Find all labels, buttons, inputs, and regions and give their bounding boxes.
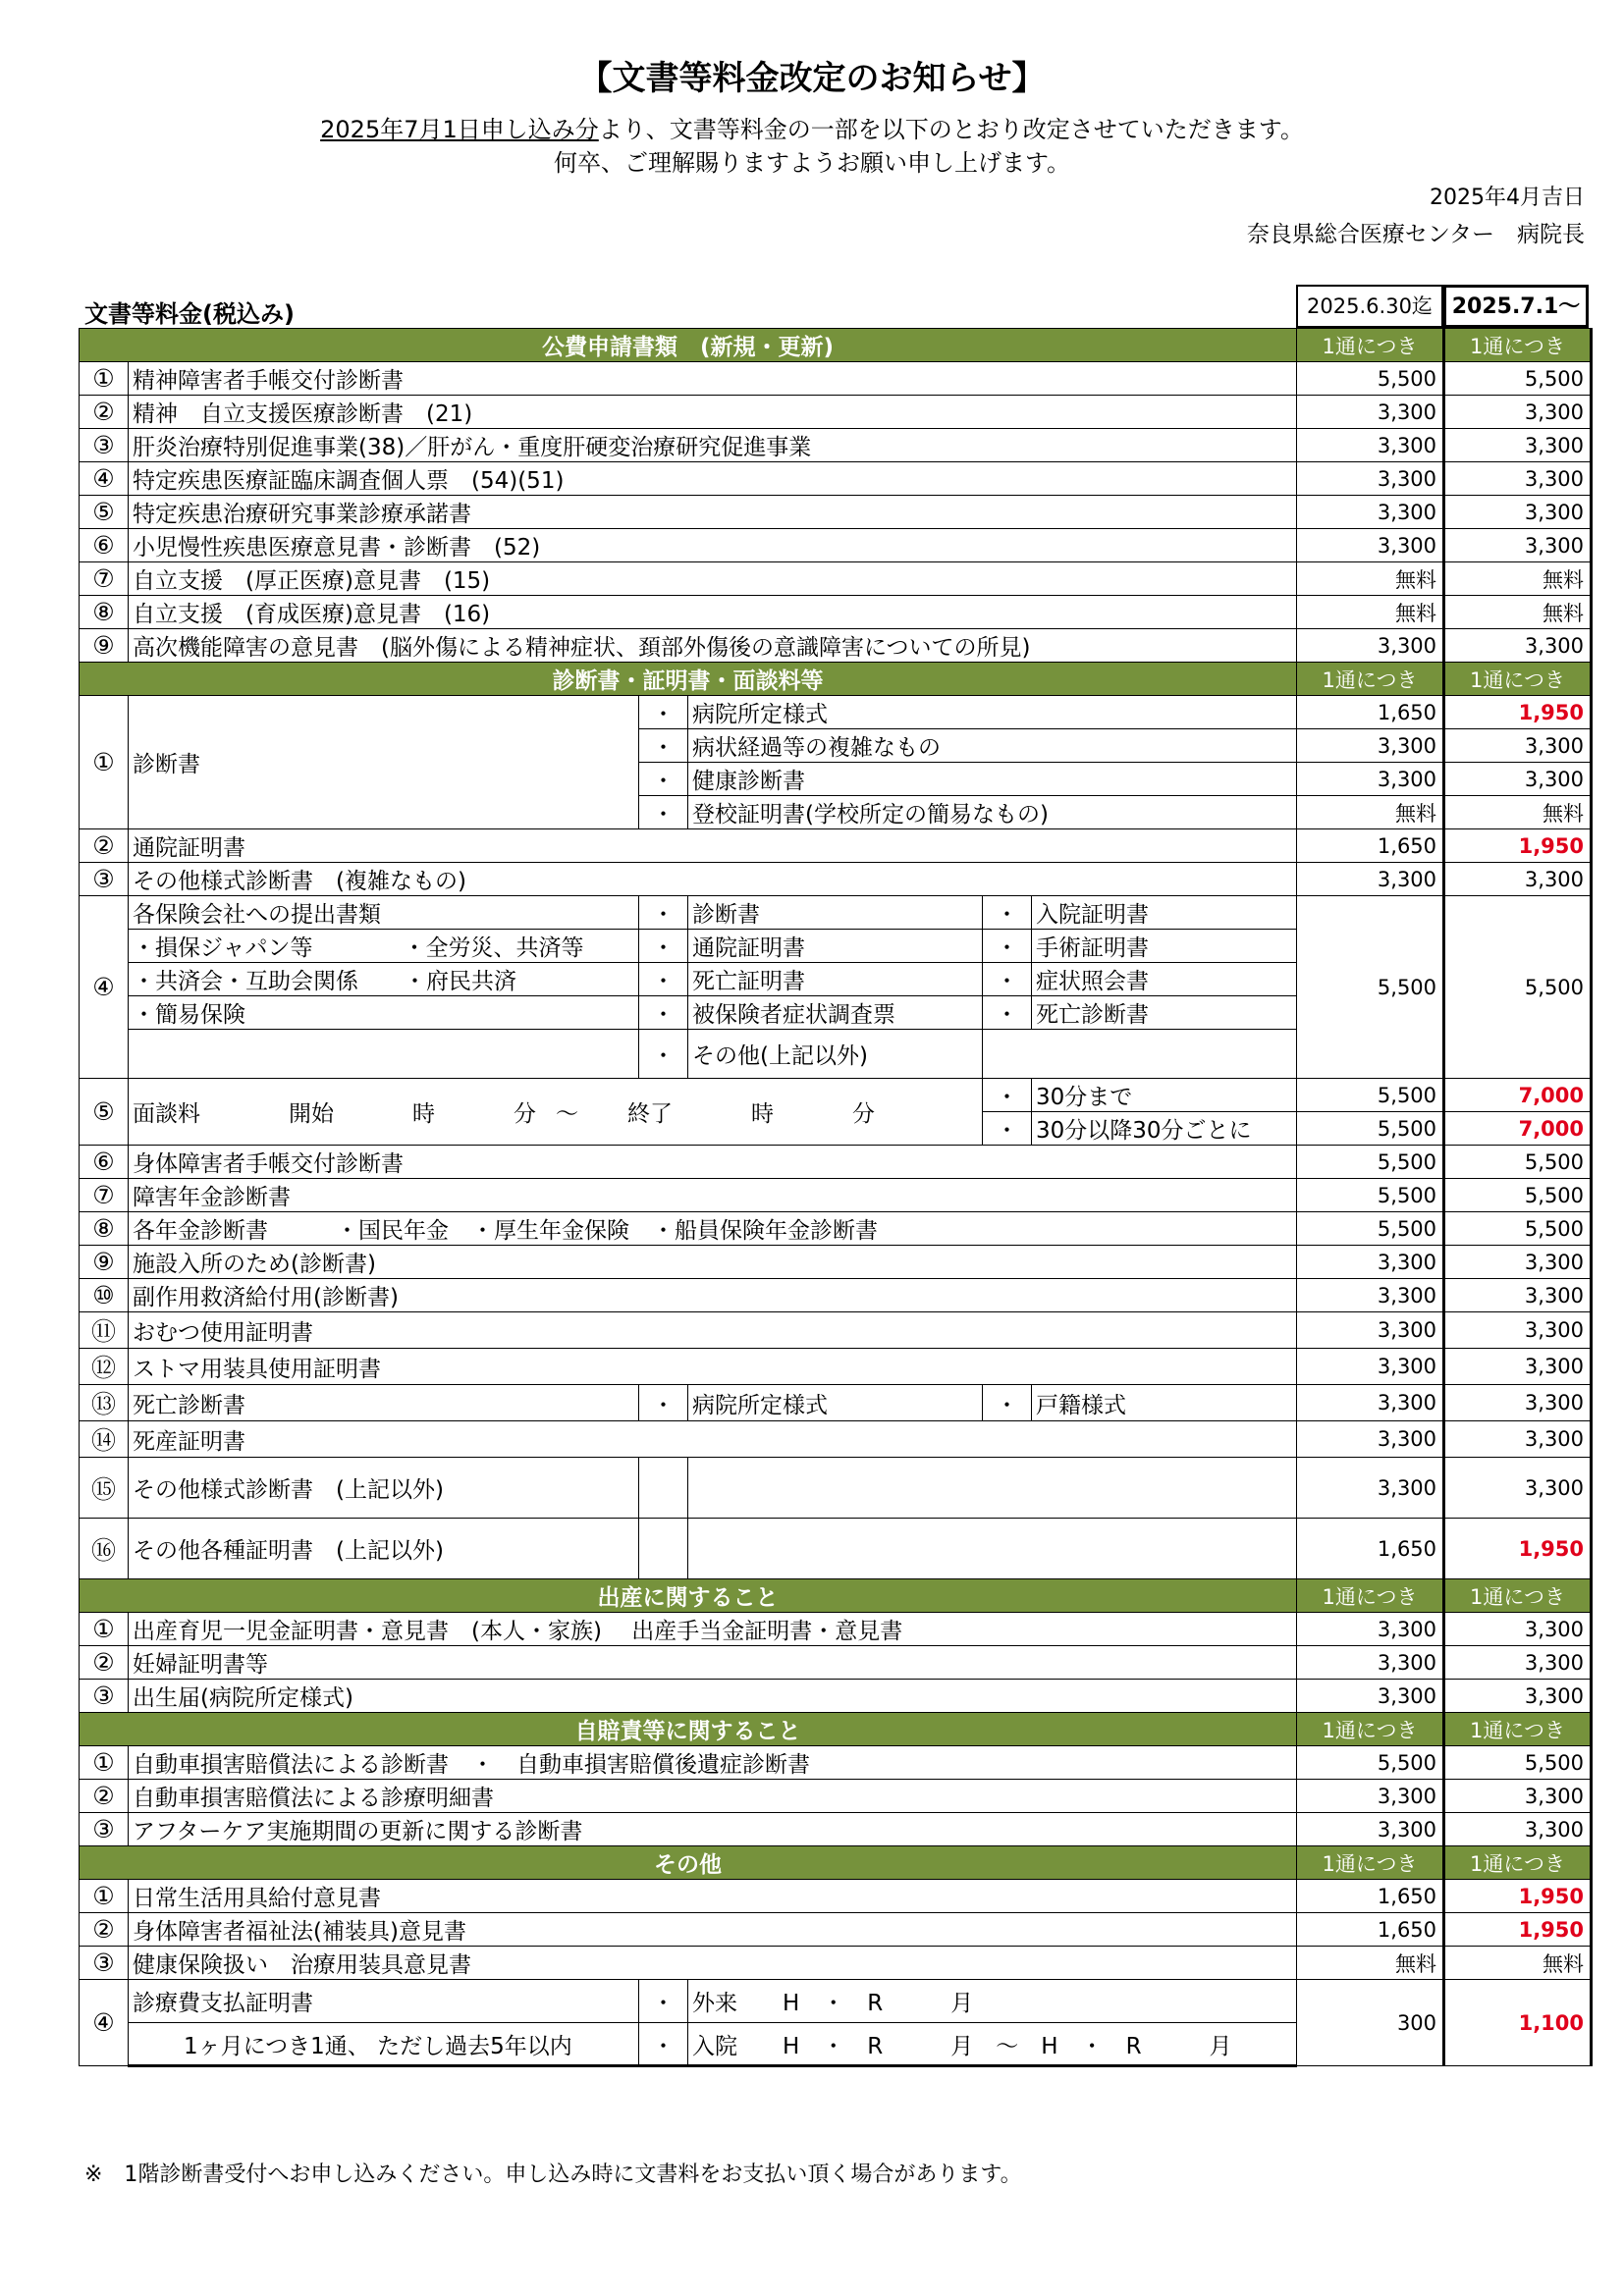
table-row — [80, 1913, 1592, 1947]
price-new: 無料 — [1444, 562, 1592, 596]
col-head-old: 2025.6.30迄 — [1296, 285, 1443, 328]
document-name: 出産育児一児金証明書・意見書 (本人・家族) 出産手当金証明書・意見書 — [129, 1613, 1297, 1646]
price-old: 3,300 — [1297, 629, 1444, 663]
footnote: ※ 1階診断書受付へお申し込みください。申し込み時に文書料をお支払い頂く場合があります。 — [84, 2163, 1022, 2187]
price-new: 5,500 — [1444, 1746, 1592, 1780]
hour-label: 時 — [412, 1101, 435, 1127]
table-row — [80, 629, 1592, 663]
price-new: 1,950 — [1444, 1519, 1592, 1579]
sub-item: 健康診断書 — [688, 763, 1297, 796]
document-name: 自立支援 (育成医療)意見書 (16) — [129, 596, 1297, 629]
row-number: ⑤ — [80, 1079, 129, 1146]
row-number: ⑨ — [80, 1246, 129, 1279]
price-old: 3,300 — [1297, 1680, 1444, 1713]
table-row — [80, 1279, 1592, 1312]
price-new: 3,300 — [1444, 1385, 1592, 1421]
per-copy-new: 1通につき — [1444, 663, 1592, 696]
per-copy-new: 1通につき — [1444, 1846, 1592, 1880]
empty-cell — [639, 1458, 688, 1519]
document-name: 身体障害者手帳交付診断書 — [129, 1146, 1297, 1179]
price-old: 3,300 — [1297, 529, 1444, 562]
table-row — [80, 1458, 1592, 1519]
row-number: ③ — [80, 1813, 129, 1846]
document-note: 1ヶ月につき1通、 ただし過去5年以内 — [129, 2023, 639, 2066]
price-old: 無料 — [1297, 1947, 1444, 1980]
document-name: 自動車損害賠償法による診断書 ・ 自動車損害賠償後遺症診断書 — [129, 1746, 1297, 1780]
period-field: 外来 H ・ R 月 — [688, 1980, 1297, 2023]
document-name: 妊婦証明書等 — [129, 1646, 1297, 1680]
document-name: アフターケア実施期間の更新に関する診断書 — [129, 1813, 1297, 1846]
insurer-item: 各保険会社への提出書類 — [129, 896, 639, 930]
row-number: ⑬ — [80, 1385, 129, 1421]
section-title: 診断書・証明書・面談料等 — [80, 663, 1297, 696]
document-name: 自動車損害賠償法による診療明細書 — [129, 1780, 1297, 1813]
document-name: 副作用救済給付用(診断書) — [129, 1279, 1297, 1312]
table-row — [80, 896, 1592, 930]
table-row — [80, 1312, 1592, 1349]
row-number: ① — [80, 696, 129, 829]
row-number: ⑦ — [80, 562, 129, 596]
price-old: 3,300 — [1297, 1385, 1444, 1421]
document-name: 死亡診断書 — [129, 1385, 639, 1421]
hour-label: 時 — [751, 1101, 774, 1127]
price-old: 5,500 — [1297, 1212, 1444, 1246]
bullet: ・ — [639, 763, 688, 796]
bullet: ・ — [639, 1030, 688, 1079]
table-row — [80, 1146, 1592, 1179]
row-number: ② — [80, 829, 129, 863]
price-old: 3,300 — [1297, 1780, 1444, 1813]
document-name: その他各種証明書 (上記以外) — [129, 1519, 639, 1579]
document-name: 健康保険扱い 治療用装具意見書 — [129, 1947, 1297, 1980]
row-number: ② — [80, 396, 129, 429]
col-head-new: 2025.7.1～ — [1443, 285, 1589, 328]
row-number: ④ — [80, 1980, 129, 2066]
document-name: 各年金診断書 ・国民年金 ・厚生年金保険 ・船員保険年金診断書 — [129, 1212, 1297, 1246]
issuer: 奈良県総合医療センター 病院長 — [1246, 222, 1585, 247]
bullet: ・ — [983, 1112, 1032, 1146]
price-new: 3,300 — [1444, 396, 1592, 429]
price-old: 5,500 — [1297, 1079, 1444, 1112]
period-field: 入院 H ・ R 月 ～ H ・ R 月 — [688, 2023, 1297, 2066]
document-name: 高次機能障害の意見書 (脳外傷による精神症状、頚部外傷後の意識障害についての所見) — [129, 629, 1297, 663]
sub-item: 病院所定様式 — [688, 696, 1297, 729]
table-label: 文書等料金(税込み) — [84, 300, 295, 328]
insurer-item: ・簡易保険 — [129, 996, 639, 1030]
row-number: ⑦ — [80, 1179, 129, 1212]
price-old: 5,500 — [1297, 1112, 1444, 1146]
doc-type: 診断書 — [688, 896, 983, 930]
price-new: 3,300 — [1444, 729, 1592, 763]
row-number: ① — [80, 1613, 129, 1646]
bullet: ・ — [983, 963, 1032, 996]
document-name: 小児慢性疾患医療意見書・診断書 (52) — [129, 529, 1297, 562]
table-row — [80, 529, 1592, 562]
interview-fee-name: 面談料 — [133, 1101, 200, 1127]
bullet: ・ — [639, 1385, 688, 1421]
bullet: ・ — [639, 963, 688, 996]
price-old: 1,650 — [1297, 1913, 1444, 1947]
document-name: 障害年金診断書 — [129, 1179, 1297, 1212]
price-new: 1,950 — [1444, 1880, 1592, 1913]
per-copy-new: 1通につき — [1444, 329, 1592, 362]
price-new: 5,500 — [1444, 896, 1592, 1079]
row-number: ① — [80, 362, 129, 396]
per-copy-old: 1通につき — [1297, 329, 1444, 362]
row-number: ① — [80, 1746, 129, 1780]
end-label: 終了 — [627, 1101, 673, 1127]
price-old: 300 — [1297, 1980, 1444, 2066]
price-new: 1,100 — [1444, 1980, 1592, 2066]
price-old: 3,300 — [1297, 429, 1444, 462]
insurer-item: ・共済会・互助会関係 ・府民共済 — [129, 963, 639, 996]
table-row — [80, 1680, 1592, 1713]
table-row — [80, 362, 1592, 396]
bullet: ・ — [983, 1079, 1032, 1112]
price-old: 3,300 — [1297, 496, 1444, 529]
price-new: 無料 — [1444, 596, 1592, 629]
price-new: 5,500 — [1444, 1146, 1592, 1179]
doc-type: 死亡診断書 — [1032, 996, 1297, 1030]
price-old: 3,300 — [1297, 1279, 1444, 1312]
bullet: ・ — [639, 696, 688, 729]
price-old: 3,300 — [1297, 863, 1444, 896]
minute-label: 分 — [852, 1101, 875, 1127]
sub-item: 病状経過等の複雑なもの — [688, 729, 1297, 763]
per-copy-old: 1通につき — [1297, 663, 1444, 696]
price-old: 5,500 — [1297, 1179, 1444, 1212]
price-new: 3,300 — [1444, 863, 1592, 896]
price-new: 3,300 — [1444, 1646, 1592, 1680]
price-old: 1,650 — [1297, 1519, 1444, 1579]
section-header — [80, 1579, 1592, 1613]
row-number: ① — [80, 1880, 129, 1913]
price-new: 無料 — [1444, 1947, 1592, 1980]
price-new: 3,300 — [1444, 1780, 1592, 1813]
table-row — [80, 1746, 1592, 1780]
document-name: 診断書 — [129, 696, 639, 829]
fee-table — [79, 328, 1593, 2067]
price-old: 5,500 — [1297, 362, 1444, 396]
row-number: ④ — [80, 896, 129, 1079]
bullet: ・ — [639, 729, 688, 763]
price-new: 3,300 — [1444, 462, 1592, 496]
empty-cell — [983, 1030, 1297, 1079]
intro-line-1 — [0, 110, 1624, 144]
price-new: 3,300 — [1444, 1279, 1592, 1312]
per-copy-old: 1通につき — [1297, 1713, 1444, 1746]
row-number: ⑧ — [80, 1212, 129, 1246]
row-number: ③ — [80, 429, 129, 462]
price-old: 3,300 — [1297, 1349, 1444, 1385]
row-number: ② — [80, 1913, 129, 1947]
document-name: その他様式診断書 (複雑なもの) — [129, 863, 1297, 896]
price-old: 無料 — [1297, 796, 1444, 829]
table-row — [80, 1212, 1592, 1246]
table-row — [80, 1980, 1592, 2023]
document-name: 自立支援 (厚正医療)意見書 (15) — [129, 562, 1297, 596]
section-title: 自賠責等に関すること — [80, 1713, 1297, 1746]
document-name: 特定疾患治療研究事業診療承諾書 — [129, 496, 1297, 529]
doc-type: 死亡証明書 — [688, 963, 983, 996]
effective-date: 2025年7月1日申し込み分 — [320, 116, 599, 143]
table-row — [80, 462, 1592, 496]
document-name: 日常生活用具給付意見書 — [129, 1880, 1297, 1913]
document-name: 精神 自立支援医療診断書 (21) — [129, 396, 1297, 429]
document-name: 施設入所のため(診断書) — [129, 1246, 1297, 1279]
bullet: ・ — [639, 2023, 688, 2066]
tilde: ～ — [556, 1101, 578, 1127]
price-old: 1,650 — [1297, 829, 1444, 863]
price-old: 3,300 — [1297, 1613, 1444, 1646]
price-old: 3,300 — [1297, 462, 1444, 496]
doc-type: その他(上記以外) — [688, 1030, 983, 1079]
issue-date: 2025年4月吉日 — [1430, 186, 1585, 210]
price-old: 3,300 — [1297, 763, 1444, 796]
page-title: 【文書等料金改定のお知らせ】 — [578, 59, 1046, 98]
minute-label: 分 — [514, 1101, 536, 1127]
price-old: 3,300 — [1297, 1458, 1444, 1519]
row-number: ⑫ — [80, 1349, 129, 1385]
section-header — [80, 329, 1592, 362]
row-number: ④ — [80, 462, 129, 496]
section-title: 出産に関すること — [80, 1579, 1297, 1613]
insurer-item — [129, 1030, 639, 1079]
per-copy-old: 1通につき — [1297, 1579, 1444, 1613]
price-new: 7,000 — [1444, 1112, 1592, 1146]
table-row — [80, 1179, 1592, 1212]
table-row — [80, 429, 1592, 462]
bullet: ・ — [639, 930, 688, 963]
doc-type: 通院証明書 — [688, 930, 983, 963]
doc-type: 症状照会書 — [1032, 963, 1297, 996]
document-name: 通院証明書 — [129, 829, 1297, 863]
price-new: 3,300 — [1444, 1246, 1592, 1279]
price-new: 3,300 — [1444, 1613, 1592, 1646]
sub-item: 30分以降30分ごとに — [1032, 1112, 1297, 1146]
sub-item: 30分まで — [1032, 1079, 1297, 1112]
section-title: その他 — [80, 1846, 1297, 1880]
document-name: おむつ使用証明書 — [129, 1312, 1297, 1349]
table-row — [80, 1385, 1592, 1421]
row-number: ⑥ — [80, 1146, 129, 1179]
row-number: ⑤ — [80, 496, 129, 529]
document-name: 肝炎治療特別促進事業(38)／肝がん・重度肝硬変治療研究促進事業 — [129, 429, 1297, 462]
price-new: 3,300 — [1444, 529, 1592, 562]
price-new: 3,300 — [1444, 763, 1592, 796]
section-header — [80, 1713, 1592, 1746]
price-old: 3,300 — [1297, 1312, 1444, 1349]
table-row — [80, 1613, 1592, 1646]
empty-cell — [639, 1519, 688, 1579]
price-old: 3,300 — [1297, 396, 1444, 429]
price-old: 3,300 — [1297, 729, 1444, 763]
row-number: ⑨ — [80, 629, 129, 663]
table-row — [80, 1947, 1592, 1980]
table-row — [80, 1246, 1592, 1279]
bullet: ・ — [983, 896, 1032, 930]
price-old: 1,650 — [1297, 1880, 1444, 1913]
insurer-item: ・損保ジャパン等 ・全労災、共済等 — [129, 930, 639, 963]
price-old: 無料 — [1297, 596, 1444, 629]
price-new: 5,500 — [1444, 1212, 1592, 1246]
doc-type: 入院証明書 — [1032, 896, 1297, 930]
row-number: ② — [80, 1646, 129, 1680]
table-row — [80, 1421, 1592, 1458]
price-new: 3,300 — [1444, 1312, 1592, 1349]
bullet: ・ — [983, 996, 1032, 1030]
price-old: 5,500 — [1297, 1746, 1444, 1780]
price-new: 1,950 — [1444, 1913, 1592, 1947]
table-row — [80, 863, 1592, 896]
document-name: 診療費支払証明書 — [129, 1980, 639, 2023]
table-row — [80, 696, 1592, 729]
row-number: ⑩ — [80, 1279, 129, 1312]
intro-line-2: 何卒、ご理解賜りますようお願い申し上げます。 — [553, 149, 1071, 177]
table-row — [80, 1880, 1592, 1913]
price-new: 1,950 — [1444, 829, 1592, 863]
document-name: 特定疾患医療証臨床調査個人票 (54)(51) — [129, 462, 1297, 496]
table-row — [80, 496, 1592, 529]
price-new: 3,300 — [1444, 1813, 1592, 1846]
section-title: 公費申請書類 (新規・更新) — [80, 329, 1297, 362]
price-new: 3,300 — [1444, 429, 1592, 462]
row-number: ⑭ — [80, 1421, 129, 1458]
price-new: 無料 — [1444, 796, 1592, 829]
per-copy-new: 1通につき — [1444, 1713, 1592, 1746]
price-new: 3,300 — [1444, 1680, 1592, 1713]
table-row — [80, 562, 1592, 596]
table-row — [80, 829, 1592, 863]
per-copy-new: 1通につき — [1444, 1579, 1592, 1613]
price-new: 5,500 — [1444, 362, 1592, 396]
bullet: ・ — [639, 1980, 688, 2023]
table-row — [80, 596, 1592, 629]
price-old: 3,300 — [1297, 1646, 1444, 1680]
price-new: 5,500 — [1444, 1179, 1592, 1212]
intro-line-1-rest: より、文書等料金の一部を以下のとおり改定させていただきます。 — [598, 116, 1304, 143]
doc-type: 被保険者症状調査票 — [688, 996, 983, 1030]
section-header — [80, 1846, 1592, 1880]
price-old: 無料 — [1297, 562, 1444, 596]
price-new: 7,000 — [1444, 1079, 1592, 1112]
price-new: 3,300 — [1444, 1458, 1592, 1519]
sub-item: 登校証明書(学校所定の簡易なもの) — [688, 796, 1297, 829]
bullet: ・ — [639, 996, 688, 1030]
price-old: 3,300 — [1297, 1813, 1444, 1846]
empty-cell — [688, 1458, 1297, 1519]
price-old: 5,500 — [1297, 896, 1444, 1079]
price-old: 1,650 — [1297, 696, 1444, 729]
interview-fee-label — [129, 1079, 983, 1146]
row-number: ⑪ — [80, 1312, 129, 1349]
document-name: 精神障害者手帳交付診断書 — [129, 362, 1297, 396]
document-name: 出生届(病院所定様式) — [129, 1680, 1297, 1713]
table-row — [80, 1519, 1592, 1579]
row-number: ③ — [80, 1680, 129, 1713]
document-name: ストマ用装具使用証明書 — [129, 1349, 1297, 1385]
bullet: ・ — [983, 1385, 1032, 1421]
bullet: ・ — [639, 896, 688, 930]
row-number: ② — [80, 1780, 129, 1813]
table-row — [80, 1349, 1592, 1385]
row-number: ⑧ — [80, 596, 129, 629]
per-copy-old: 1通につき — [1297, 1846, 1444, 1880]
price-old: 3,300 — [1297, 1246, 1444, 1279]
price-new: 1,950 — [1444, 696, 1592, 729]
table-row — [80, 1079, 1592, 1112]
sub-item: 病院所定様式 — [688, 1385, 983, 1421]
start-label: 開始 — [289, 1101, 334, 1127]
sub-item: 戸籍様式 — [1032, 1385, 1297, 1421]
row-number: ⑥ — [80, 529, 129, 562]
table-row — [80, 1780, 1592, 1813]
row-number: ⑮ — [80, 1458, 129, 1519]
price-new: 3,300 — [1444, 1349, 1592, 1385]
empty-cell — [688, 1519, 1297, 1579]
price-new: 3,300 — [1444, 1421, 1592, 1458]
table-row — [80, 396, 1592, 429]
document-name: 身体障害者福祉法(補装具)意見書 — [129, 1913, 1297, 1947]
price-old: 5,500 — [1297, 1146, 1444, 1179]
row-number: ③ — [80, 863, 129, 896]
price-new: 3,300 — [1444, 629, 1592, 663]
doc-type: 手術証明書 — [1032, 930, 1297, 963]
price-old: 3,300 — [1297, 1421, 1444, 1458]
row-number: ③ — [80, 1947, 129, 1980]
section-header — [80, 663, 1592, 696]
table-row — [80, 1813, 1592, 1846]
document-name: 死産証明書 — [129, 1421, 1297, 1458]
row-number: ⑯ — [80, 1519, 129, 1579]
price-new: 3,300 — [1444, 496, 1592, 529]
bullet: ・ — [983, 930, 1032, 963]
bullet: ・ — [639, 796, 688, 829]
table-row — [80, 1646, 1592, 1680]
document-name: その他様式診断書 (上記以外) — [129, 1458, 639, 1519]
